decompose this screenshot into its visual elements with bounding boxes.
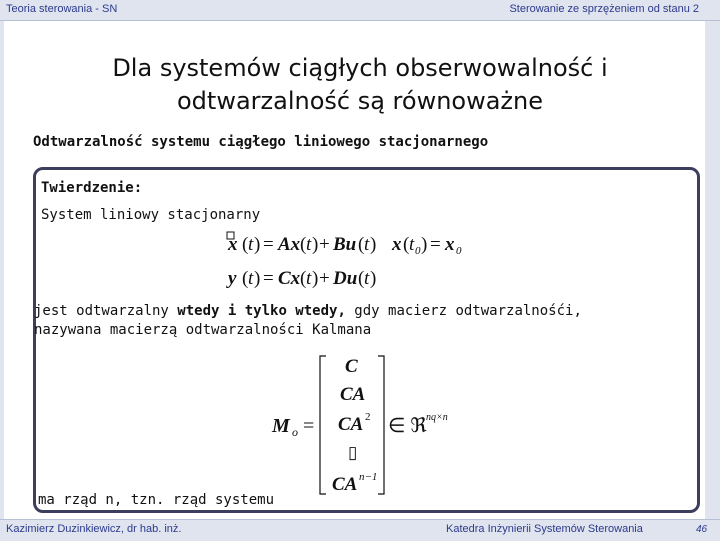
svg-text:x: x <box>228 234 238 255</box>
matrix-row-5-exponent: n−1 <box>359 471 378 483</box>
matrix-row-2: CA <box>340 384 366 405</box>
matrix-row-1: C <box>345 356 358 377</box>
theorem-heading: Twierdzenie: <box>41 180 143 196</box>
left-edge-bar <box>0 21 4 519</box>
svg-text:): ) <box>370 268 377 289</box>
footer-author: Kazimierz Duzinkiewicz, dr hab. inż. <box>6 523 182 535</box>
svg-text:): ) <box>312 268 319 289</box>
header-lecture-title: Sterowanie ze sprzężeniem od stanu 2 <box>509 3 699 15</box>
svg-text:): ) <box>254 234 261 255</box>
slide-title <box>40 52 680 118</box>
matrix-row-5: CA <box>332 474 358 495</box>
state-equations <box>225 228 475 294</box>
svg-text:0: 0 <box>415 245 421 257</box>
svg-text:t: t <box>248 268 254 289</box>
svg-text:y: y <box>228 268 237 289</box>
matrix-set-exponent: nq×n <box>426 412 448 423</box>
slide-subtitle: Odtwarzalność systemu ciągłego liniowego stacjonarnego <box>33 134 489 150</box>
svg-text:∈ ℜ: ∈ ℜ <box>388 415 427 437</box>
svg-text:x: x <box>445 234 455 255</box>
svg-text:=: = <box>430 234 441 255</box>
condition-pre: jest odtwarzalny <box>34 303 178 319</box>
svg-text:Cx: Cx <box>278 268 301 289</box>
svg-text:(: ( <box>358 268 365 289</box>
svg-text:(: ( <box>358 234 365 255</box>
svg-text:(: ( <box>403 234 410 255</box>
header-course-title: Teoria sterowania - SN <box>6 3 118 15</box>
svg-text:(: ( <box>300 234 307 255</box>
svg-text:0: 0 <box>456 245 462 257</box>
svg-text:Ax: Ax <box>278 234 301 255</box>
svg-text:t: t <box>364 268 370 289</box>
theorem-kalman-line: nazywana macierzą odtwarzalności Kalmana <box>34 322 372 338</box>
svg-text:Du: Du <box>333 268 358 289</box>
svg-text:=: = <box>263 234 274 255</box>
svg-text:(: ( <box>300 268 307 289</box>
right-edge-bar <box>705 21 720 519</box>
svg-text:t: t <box>306 268 312 289</box>
svg-text:Bu: Bu <box>333 234 357 255</box>
svg-text:t: t <box>364 234 370 255</box>
theorem-conclusion: ma rząd n, tzn. rząd systemu <box>38 492 275 508</box>
svg-text:=: = <box>303 415 315 437</box>
svg-text:x: x <box>392 234 402 255</box>
theorem-condition <box>34 303 582 319</box>
theorem-intro: System liniowy stacjonarny <box>41 207 261 223</box>
svg-text:): ) <box>312 234 319 255</box>
svg-text:t: t <box>409 234 415 255</box>
svg-text:): ) <box>254 268 261 289</box>
footer-page-number: 46 <box>696 524 708 535</box>
svg-text:o: o <box>292 425 298 439</box>
slide-title-line2: odtwarzalność są równoważne <box>176 87 544 115</box>
svg-text:M: M <box>272 415 290 437</box>
condition-bold: wtedy i tylko wtedy, <box>177 303 346 319</box>
svg-text:t: t <box>248 234 254 255</box>
kalman-matrix <box>268 348 488 498</box>
matrix-row-3: CA <box>338 414 364 435</box>
condition-post: gdy macierz odtwarzalnośći, <box>345 303 582 319</box>
matrix-row-3-exponent: 2 <box>365 411 371 423</box>
svg-text:): ) <box>370 234 377 255</box>
footer-department: Katedra Inżynierii Systemów Sterowania <box>446 523 643 535</box>
svg-text:+: + <box>319 234 330 255</box>
svg-text:): ) <box>421 234 428 255</box>
svg-text:t: t <box>306 234 312 255</box>
svg-text:(: ( <box>242 234 249 255</box>
slide-title-line1: Dla systemów ciągłych obserwowalność i <box>112 54 608 82</box>
matrix-row-4: ▯ <box>348 443 358 462</box>
svg-text:+: + <box>319 268 330 289</box>
svg-text:(: ( <box>242 268 249 289</box>
svg-text:=: = <box>263 268 274 289</box>
